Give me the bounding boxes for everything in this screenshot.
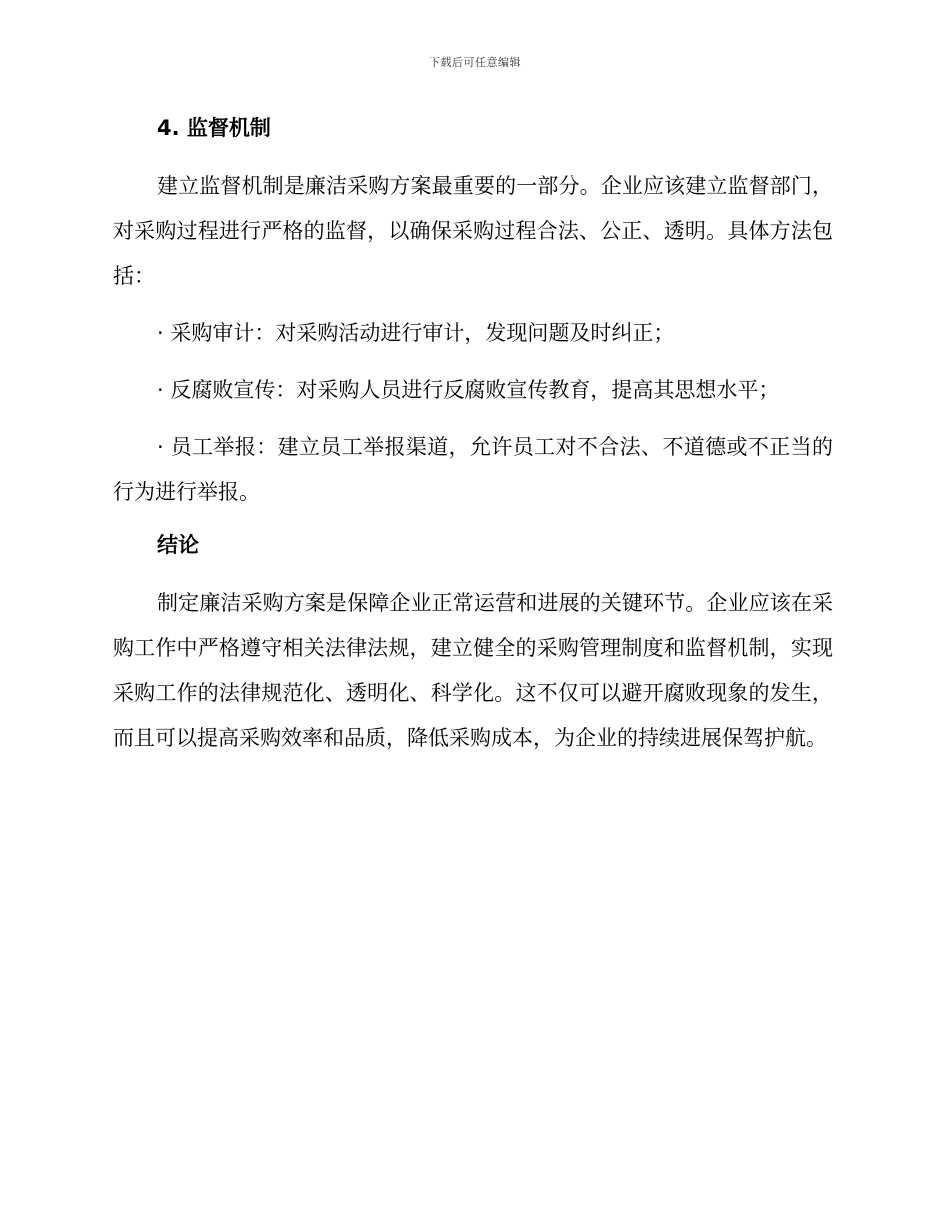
conclusion-paragraph: 制定廉洁采购方案是保障企业正常运营和进展的关键环节。企业应该在采购工作中严格遵守相关法律法规，建立健全的采购管理制度和监督机制，实现采购工作的法律规范化、透明化、科学化。这不仅可以避开腐败现象的发生，而且可以提高采购效率和品质，降低采购成本，为企业的持续进展保驾护航。: [113, 591, 833, 750]
supervision-intro-paragraph: 建立监督机制是廉洁采购方案最重要的一部分。企业应该建立监督部门，对采购过程进行严格的监督，以确保采购过程合法、公正、透明。具体方法包括：: [113, 174, 833, 288]
document-body: [113, 112, 833, 761]
bullet-item-audit: · 采购审计：对采购活动进行审计，发现问题及时纠正；: [157, 321, 675, 345]
section-heading-supervision: 4. 监督机制: [157, 116, 271, 140]
bullet-item-anticorruption: · 反腐败宣传：对采购人员进行反腐败宣传教育，提高其思想水平；: [157, 378, 780, 402]
bullet-item-whistleblowing: · 员工举报：建立员工举报渠道，允许员工对不合法、不道德或不正当的行为进行举报。: [113, 435, 833, 504]
page-header-note: 下载后可任意编辑: [429, 56, 521, 69]
section-heading-conclusion: 结论: [157, 533, 199, 557]
